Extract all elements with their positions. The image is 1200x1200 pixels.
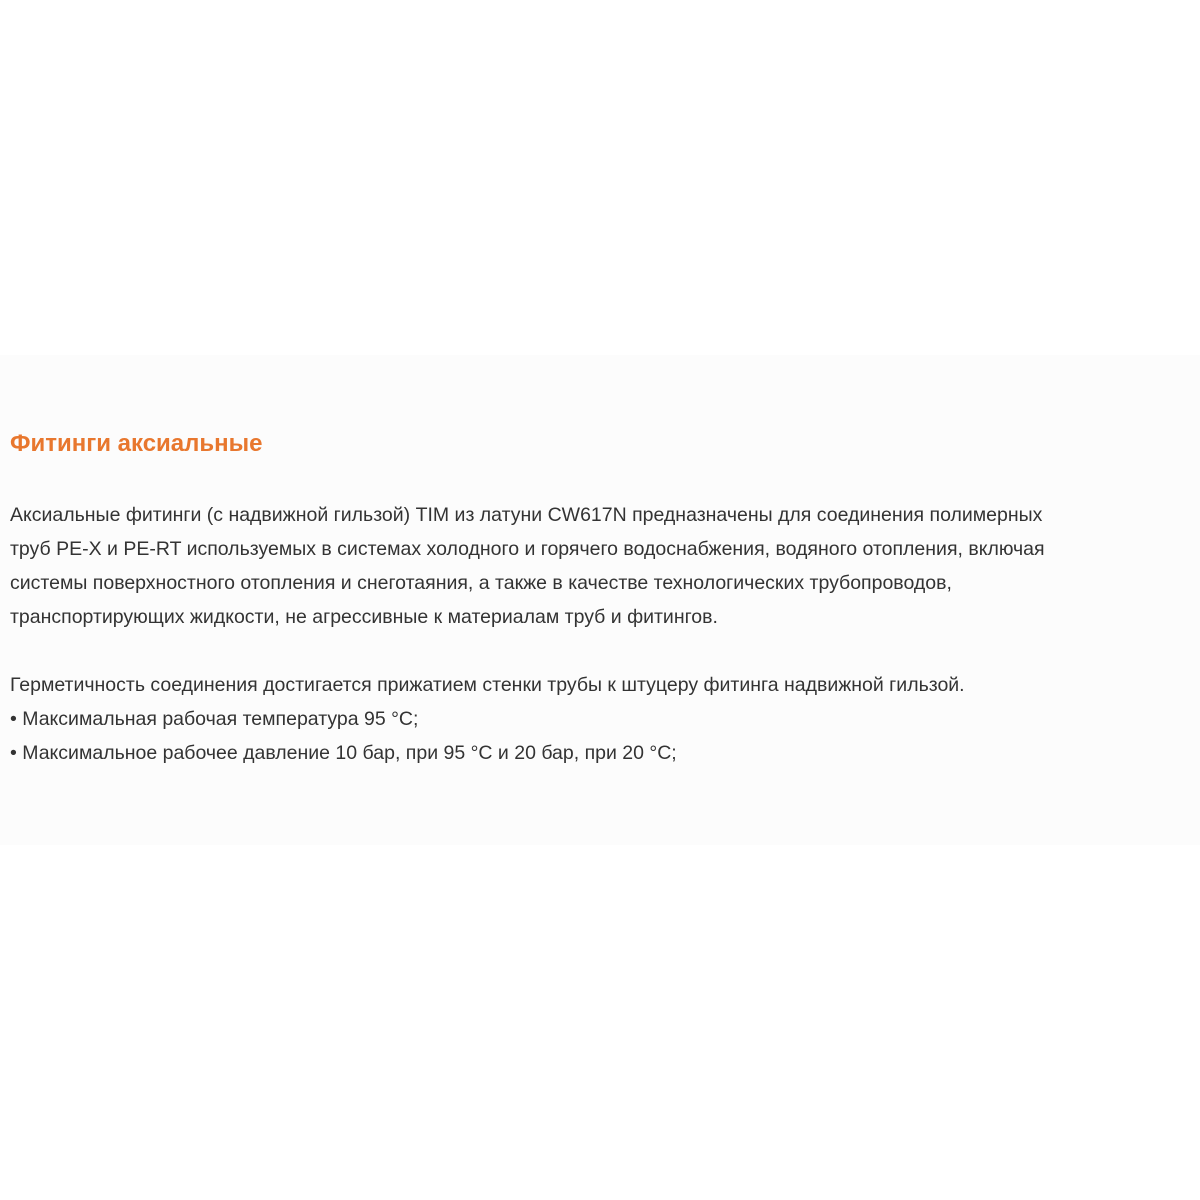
description-line: Аксиальные фитинги (с надвижной гильзой) TIM из латуни CW617N предназначены для соединения полимерных [10, 504, 1043, 526]
spec-item-max-pressure: • Максимальное рабочее давление 10 бар, при 95 °C и 20 бар, при 20 °C; [10, 742, 677, 764]
description-line: системы поверхностного отопления и снеготаяния, а также в качестве технологических трубопроводов, [10, 572, 952, 594]
section-title: Фитинги аксиальные [10, 430, 263, 457]
description-line: труб PE-X и PE-RT используемых в системах холодного и горячего водоснабжения, водяного отопления, включая [10, 538, 1045, 560]
description-paragraph [10, 498, 1045, 634]
specs-paragraph [10, 668, 965, 770]
description-line: транспортирующих жидкости, не агрессивные к материалам труб и фитингов. [10, 606, 718, 628]
spec-item-max-temperature: • Максимальная рабочая температура 95 °C; [10, 708, 419, 730]
sealing-note: Герметичность соединения достигается прижатием стенки трубы к штуцеру фитинга надвижной гильзой. [10, 674, 965, 696]
